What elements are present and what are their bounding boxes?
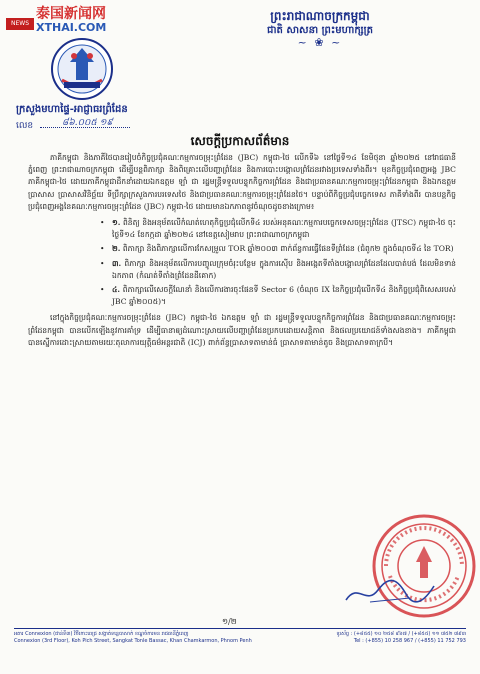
bullet-marker: • (100, 244, 105, 254)
ministry-logo (42, 36, 122, 102)
watermark-site-name: 泰国新闻网 (36, 6, 106, 22)
ministry-name: ក្រសួងមហាផ្ទៃ-អាជ្ញាធរព្រំដែន (16, 104, 128, 115)
watermark-site-url: XTHAI.COM (36, 21, 107, 34)
ref-handwritten-value: ៨៦.០០៥ ១៩ (62, 118, 113, 128)
agenda-item: • ១. ពិនិត្យ និងអនុម័តលើកំណត់ហេតុកិច្ចប្រជុំលើកទី៤ របស់អនុគណៈកម្មការបច្ចេកទេសចម្រុះព្រំដែន (JTSC) កម្ពុជា-ថៃ ចុះថ្ងៃទី១៤ ខែកក្កដា ឆ្នាំ២០២៤ នៅខេត្តសៀមរាប ព្រះរាជាណាចក្រកម្ពុជា (100, 218, 456, 240)
agenda-item: • ៤. ពិភាក្សាលើសេចក្តីណែនាំ និងលើការងារចុះផែនទី Sector 6 (ចំណុច IX នៃកិច្ចប្រជុំលើកទី៤ និងកិច្ចប្រជុំពិសេសរបស់ JBC ឆ្នាំ២០០៥)។ (100, 285, 456, 307)
national-motto: ជាតិ សាសនា ព្រះមហាក្សត្រ (267, 25, 373, 36)
document-body (28, 152, 456, 350)
reference-number (16, 120, 130, 133)
agenda-list (100, 217, 456, 308)
footer-phone-en: Tel : (+855) 10 258 967 / (+855) 11 752 793 (353, 638, 466, 644)
kingdom-name: ព្រះរាជាណាចក្រកម្ពុជា (270, 9, 370, 23)
footer-contact (336, 631, 466, 645)
footer-address-en: Connexion (3rd Floor), Koh Pich Street, Sangkat Tonle Bassac, Khan Chamkarmon, Phnom Penh (14, 638, 252, 644)
ornament-divider: ~ ❀ ~ (297, 36, 343, 49)
bullet-marker: • (100, 285, 105, 295)
footer-phone-kh: ទូរស័ព្ទ : (+៨៥៥) ១០ ២៥៨ ៩៦៧ / (+៨៥៥) ១១ ៧៥២ ៧៩៣ (336, 631, 466, 637)
kingdom-header (210, 8, 430, 48)
agenda-item: • ៣. ពិភាក្សា និងអនុម័តលើការបញ្ចូលក្រុមចំរុះបន្ថែម ក្នុងការស៊ើប និងអង្កេតទីតាំងបង្គោលព្រំដែនដែលបាត់បង់ ដែលមិនទាន់ឯកភាព (កំណត់ទីតាំងព្រំដែនដីគោក) (100, 258, 456, 280)
page-footer (14, 631, 466, 645)
footer-divider (14, 628, 466, 629)
ref-label: លេខ (16, 121, 34, 131)
intro-paragraph: ភាគីកម្ពុជា និងភាគីថៃបានរៀបចំកិច្ចប្រជុំគណៈកម្មការចម្រុះព្រំដែន (JBC) កម្ពុជា-ថៃ លើកទី៦ នៅថ្ងៃទី១៤ ខែមិថុនា ឆ្នាំ២០២៥ នៅរាជធានីភ្នំពេញ ព្រះរាជាណាចក្រកម្ពុជា ដើម្បីបន្តពិភាក្សា និងពិគ្រោះលើបញ្ហាព្រំដែន និងការបោះបង្គោលព្រំដែនរវាងប្រទេសទាំងពីរ។ មុនកិច្ចប្រជុំពេញអង្គ JBC ភាគីកម្ពុជា-ថៃ ដោយភាគីកម្ពុជាដឹកនាំដោយឯកឧត្តម ឡាំ ជា រដ្ឋមន្ត្រីទទួលបន្ទុកកិច្ចការព្រំដែន និងជាប្រធានគណៈកម្មការចម្រុះព្រំដែនកម្ពុជា និងឯកឧត្តម ប្រាសាស ប្រាសាសវិនិច្ឆ័យ ទីប្រឹក្សាក្រសួងការបរទេសថៃ និងជាប្រធានគណៈកម្មការចម្រុះព្រំដែនថៃ។ បន្ទាប់ពីកិច្ចប្រជុំបច្ចេកទេស ភាគីទាំងពីរ បានបន្តកិច្ចប្រជុំពេញអង្គនៃគណៈកម្មការចម្រុះព្រំដែន (JBC) កម្ពុជា-ថៃ ដោយមានឯកភាពនូវចំណុចដូចខាងក្រោម៖ (28, 153, 456, 211)
site-watermark (4, 6, 116, 40)
bullet-marker: • (100, 258, 105, 268)
bullet-marker: • (100, 218, 105, 228)
closing-paragraph: នៅក្នុងកិច្ចប្រជុំគណៈកម្មការចម្រុះព្រំដែន (JBC) កម្ពុជា-ថៃ ឯកឧត្តម ឡាំ ជា រដ្ឋមន្ត្រីទទួលបន្ទុកកិច្ចការព្រំដែន និងជាប្រធានគណៈកម្មការចម្រុះព្រំដែនកម្ពុជា បានលើកឡើងនូវការគាំទ្រ ដើម្បីធានាឲ្យដំណោះស្រាយលើបញ្ហាព្រំដែនប្រកបដោយសន្តិភាព និងផលប្រយោជន៍ទាំងសងខាង។ ភាគីកម្ពុជាបានស្នើការដោះស្រាយតាមរយៈតុលាការយុត្តិធម៌អន្តរជាតិ (ICJ) ពាក់ព័ន្ធប្រាសាទតាមាន់ធំ ប្រាសាទតាមាន់តូច និងប្រាសាទតាក្របី។ (28, 313, 456, 347)
footer-address-kh: អគារ Connexion (ជាន់ទី៣) វិថីកោះពេជ្រ សង្កាត់ទន្លេបាសាក់ ខណ្ឌចំការមន រាជធានីភ្នំពេញ (14, 631, 189, 637)
document-title: សេចក្តីប្រកាសព័ត៌មាន (190, 134, 290, 148)
agenda-item: • ២. ពិភាក្សា និងពិភាក្សាលើការកែសម្រួល TOR ឆ្នាំ២០០៣ ពាក់ព័ន្ធការធ្វើផែនទីព្រំដែន (ជំពូក២ ក្នុងចំណុចទី៤ នៃ TOR) (100, 243, 456, 255)
page-number: ១/២ (222, 617, 237, 626)
signature (340, 572, 440, 612)
news-badge: NEWS (6, 18, 34, 30)
